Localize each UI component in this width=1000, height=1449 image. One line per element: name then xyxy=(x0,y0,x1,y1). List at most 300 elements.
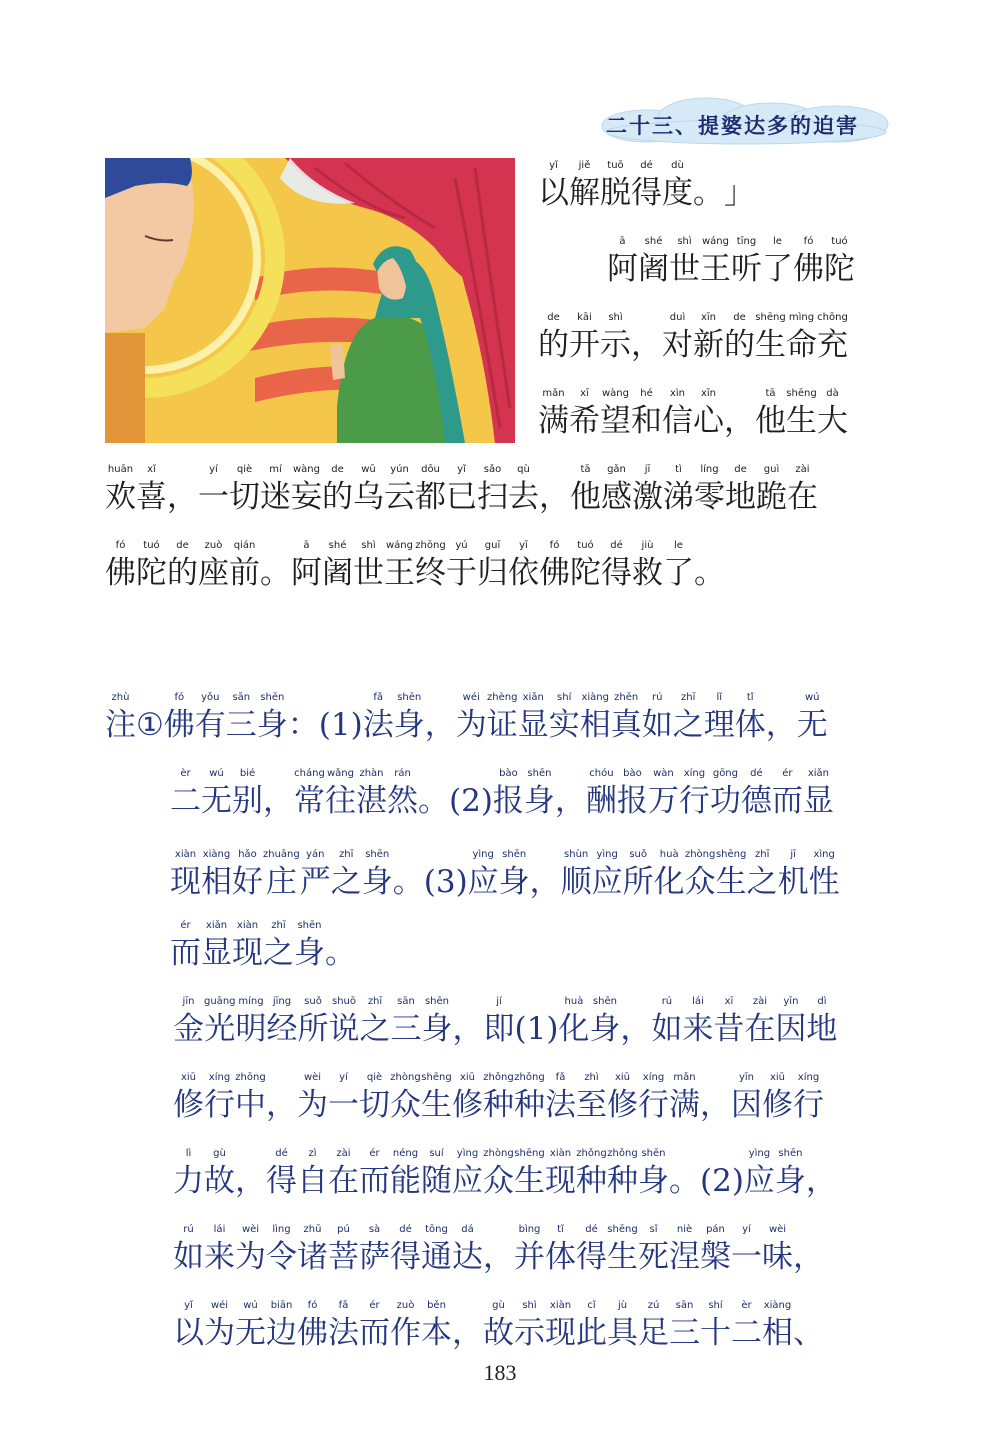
pinyin: shēn xyxy=(592,996,617,1007)
hanzi: 实 xyxy=(548,707,580,743)
pinyin: fǎ xyxy=(338,1300,349,1311)
hanzi: 王 xyxy=(700,251,731,287)
pinyin: xiàn xyxy=(549,1300,572,1311)
pinyin: yán xyxy=(306,849,325,860)
pinyin: shēng xyxy=(421,1072,452,1083)
ruby-char xyxy=(648,766,679,821)
ruby-char xyxy=(797,690,828,745)
ruby-char xyxy=(576,1222,607,1277)
pinyin: suǒ xyxy=(304,996,322,1007)
pinyin: gǎn xyxy=(607,464,626,475)
hanzi: 生 xyxy=(715,864,747,900)
ruby-char xyxy=(662,158,693,213)
body-line-3 xyxy=(538,310,848,365)
ruby-char xyxy=(755,310,786,365)
pinyin: shì xyxy=(361,540,376,551)
pinyin: zhī xyxy=(754,849,770,860)
hanzi: 救 xyxy=(632,555,663,591)
ruby-char xyxy=(700,1222,731,1277)
ruby-char xyxy=(524,766,555,821)
hanzi: 他 xyxy=(570,479,601,515)
ruby-char xyxy=(484,994,515,1049)
hanzi: 为 xyxy=(235,1239,266,1275)
hanzi: 陀 xyxy=(570,555,601,591)
hanzi: 光 xyxy=(204,1011,236,1047)
pinyin: yǐ xyxy=(184,1300,193,1311)
ruby-char xyxy=(669,1070,700,1125)
ruby-char xyxy=(713,994,744,1049)
ruby-char xyxy=(415,538,446,593)
ruby-char xyxy=(291,538,322,593)
hanzi: 王 xyxy=(384,555,415,591)
pinyin: yú xyxy=(455,540,468,551)
hanzi: 死 xyxy=(638,1239,669,1275)
pinyin: rú xyxy=(651,692,663,703)
hanzi: 妄 xyxy=(291,479,322,515)
hanzi: 来 xyxy=(204,1239,235,1275)
pinyin: zài xyxy=(752,996,767,1007)
hanzi: 乌 xyxy=(353,479,384,515)
pinyin: zài xyxy=(336,1148,351,1159)
hanzi: ， xyxy=(452,1315,483,1351)
ruby-char xyxy=(632,538,663,593)
ruby-char xyxy=(793,1070,824,1125)
ruby-char xyxy=(803,766,834,821)
hanzi: 种 xyxy=(514,1087,545,1123)
hanzi: 众 xyxy=(684,864,716,900)
pinyin: wàng xyxy=(293,464,320,475)
ruby-char xyxy=(105,690,136,745)
ruby-char xyxy=(390,1298,421,1353)
hanzi: 世 xyxy=(353,555,384,591)
pinyin: shí xyxy=(708,1300,723,1311)
hanzi: 迷 xyxy=(260,479,291,515)
ruby-char xyxy=(235,1222,266,1277)
ruby-char xyxy=(793,1222,824,1277)
hanzi: 生 xyxy=(755,327,786,363)
ruby-char xyxy=(755,386,786,441)
note-line-9 xyxy=(173,1298,824,1353)
pinyin: ā xyxy=(303,540,310,551)
hanzi: 零 xyxy=(694,479,725,515)
ruby-char xyxy=(452,1146,483,1201)
ruby-char xyxy=(325,918,356,973)
pinyin: wú xyxy=(243,1300,258,1311)
pinyin: suǒ xyxy=(629,849,647,860)
hanzi: 满 xyxy=(538,403,569,439)
hanzi: 十 xyxy=(700,1315,731,1351)
hanzi: 地 xyxy=(725,479,756,515)
pinyin: jí xyxy=(496,996,502,1007)
ruby-char xyxy=(353,462,384,517)
hanzi: ， xyxy=(235,1163,266,1199)
hanzi: 万 xyxy=(647,783,679,819)
hanzi: ， xyxy=(765,707,797,743)
hanzi: 达 xyxy=(452,1239,483,1275)
ruby-char xyxy=(607,1146,638,1201)
ruby-char xyxy=(483,1070,514,1125)
pinyin: dé xyxy=(275,1148,288,1159)
hanzi: 。 xyxy=(669,1163,700,1199)
pinyin: wū xyxy=(361,464,376,475)
hanzi: 新 xyxy=(693,327,724,363)
hanzi: ， xyxy=(631,327,662,363)
hanzi: 所 xyxy=(297,1011,329,1047)
pinyin: rú xyxy=(661,996,673,1007)
hanzi: 修 xyxy=(607,1087,638,1123)
hanzi: 而 xyxy=(771,783,803,819)
story-illustration xyxy=(105,158,515,443)
hanzi: 身 xyxy=(638,1163,669,1199)
pinyin: le xyxy=(674,540,683,551)
pinyin: xíng xyxy=(208,1072,231,1083)
hanzi: 如 xyxy=(641,707,673,743)
hanzi: 行 xyxy=(678,783,710,819)
ruby-char xyxy=(731,234,762,289)
pinyin: xíng xyxy=(797,1072,820,1083)
pinyin: zuò xyxy=(204,540,223,551)
hanzi: 三 xyxy=(669,1315,700,1351)
pinyin: shuō xyxy=(331,996,356,1007)
pinyin: yí xyxy=(209,464,218,475)
ruby-char xyxy=(204,1146,235,1201)
hanzi: 种 xyxy=(607,1163,638,1199)
hanzi: 切 xyxy=(229,479,260,515)
ruby-char xyxy=(786,386,817,441)
hanzi: ， xyxy=(529,864,561,900)
hanzi: 之 xyxy=(672,707,704,743)
pinyin: tuó xyxy=(143,540,160,551)
hanzi: 体 xyxy=(545,1239,576,1275)
hanzi: 的 xyxy=(724,327,755,363)
ruby-char xyxy=(538,158,569,213)
ruby-char xyxy=(673,690,704,745)
pinyin: shì xyxy=(608,312,623,323)
hanzi: 报 xyxy=(492,783,524,819)
pinyin: rán xyxy=(394,768,411,779)
hanzi: 然 xyxy=(387,783,418,819)
ruby-char xyxy=(741,766,772,821)
ruby-char xyxy=(297,1298,328,1353)
ruby-char xyxy=(356,766,387,821)
hanzi: 性 xyxy=(808,864,840,900)
ruby-char xyxy=(631,310,662,365)
ruby-char xyxy=(607,1298,638,1353)
hanzi: 故 xyxy=(483,1315,514,1351)
ruby-char xyxy=(452,1222,483,1277)
pinyin: niè xyxy=(676,1224,693,1235)
pinyin: xī xyxy=(724,996,734,1007)
hanzi: 萨 xyxy=(359,1239,390,1275)
hanzi: 跪 xyxy=(756,479,787,515)
ruby-char xyxy=(772,766,803,821)
ruby-char xyxy=(570,538,601,593)
ruby-char xyxy=(421,1146,452,1201)
ruby-char xyxy=(384,462,415,517)
pinyin: chōng xyxy=(817,312,848,323)
ruby-char xyxy=(549,690,580,745)
pinyin: xīn xyxy=(700,388,717,399)
pinyin: èr xyxy=(741,1300,752,1311)
pinyin: xiàn xyxy=(174,849,197,860)
ruby-char xyxy=(167,462,198,517)
ruby-char xyxy=(452,1298,483,1353)
hanzi: 此 xyxy=(576,1315,607,1351)
pinyin: yǒu xyxy=(201,692,220,703)
ruby-char xyxy=(260,538,291,593)
hanzi: 切 xyxy=(359,1087,390,1123)
hanzi: 得 xyxy=(576,1239,607,1275)
hanzi: ， xyxy=(167,479,198,515)
ruby-char xyxy=(201,847,232,902)
hanzi: 阿 xyxy=(607,251,638,287)
ruby-char xyxy=(747,847,778,902)
hanzi: 佛 xyxy=(163,707,195,743)
note-line-7 xyxy=(173,1146,837,1201)
pinyin: zhōng xyxy=(235,1072,266,1083)
hanzi: 味 xyxy=(762,1239,793,1275)
pinyin: fó xyxy=(803,236,814,247)
pinyin: shēn xyxy=(260,692,285,703)
ruby-char xyxy=(328,1146,359,1201)
hanzi: 即 xyxy=(483,1011,515,1047)
ruby-char xyxy=(229,462,260,517)
pinyin: xiū xyxy=(614,1072,631,1083)
hanzi: 行 xyxy=(793,1087,824,1123)
hanzi: ， xyxy=(805,1163,837,1199)
pinyin: zhòng xyxy=(684,849,716,860)
hanzi: 体 xyxy=(734,707,766,743)
ruby-char xyxy=(724,386,755,441)
pinyin: èr xyxy=(180,768,191,779)
ruby-char xyxy=(288,690,319,745)
ruby-char xyxy=(724,158,755,213)
ruby-char xyxy=(809,847,840,902)
ruby-char xyxy=(198,538,229,593)
pinyin: shēn xyxy=(502,849,527,860)
pinyin: xiǎn xyxy=(522,692,544,703)
ruby-char xyxy=(195,690,226,745)
hanzi: 满 xyxy=(669,1087,700,1123)
pinyin: xíng xyxy=(683,768,706,779)
hanzi: 而 xyxy=(170,935,201,971)
hanzi: 在 xyxy=(744,1011,776,1047)
pinyin: dé xyxy=(585,1224,598,1235)
pinyin: mǎn xyxy=(673,1072,696,1083)
hanzi: 无 xyxy=(796,707,828,743)
pinyin: guì xyxy=(763,464,780,475)
pinyin: ā xyxy=(619,236,626,247)
hanzi: 听 xyxy=(731,251,762,287)
ruby-char xyxy=(538,386,569,441)
hanzi: 如 xyxy=(173,1239,204,1275)
hanzi: 。 xyxy=(418,783,449,819)
hanzi: 并 xyxy=(514,1239,545,1275)
hanzi: 经 xyxy=(266,1011,298,1047)
ruby-char xyxy=(642,690,673,745)
hanzi: 一 xyxy=(328,1087,359,1123)
ruby-char xyxy=(483,1222,514,1277)
pinyin: yún xyxy=(390,464,409,475)
ruby-char xyxy=(589,994,620,1049)
pinyin: dé xyxy=(750,768,763,779)
ruby-char xyxy=(300,847,331,902)
ruby-char xyxy=(298,994,329,1049)
pinyin: zuò xyxy=(396,1300,415,1311)
ruby-char xyxy=(731,1222,762,1277)
ruby-char xyxy=(201,918,232,973)
hanzi: 生 xyxy=(514,1163,545,1199)
ruby-char xyxy=(700,1146,744,1201)
pinyin: yīn xyxy=(738,1072,755,1083)
ruby-char xyxy=(235,1298,266,1353)
pinyin: tā xyxy=(580,464,591,475)
hanzi: 而 xyxy=(359,1315,390,1351)
hanzi: 报 xyxy=(616,783,648,819)
hanzi: 好 xyxy=(232,864,263,900)
pinyin: yǐ xyxy=(549,160,558,171)
hanzi: 严 xyxy=(299,864,331,900)
pinyin: dé xyxy=(610,540,623,551)
ruby-char xyxy=(586,766,617,821)
pinyin: de xyxy=(547,312,560,323)
hanzi: 三 xyxy=(390,1011,422,1047)
ruby-char xyxy=(456,690,487,745)
pinyin: gù xyxy=(492,1300,505,1311)
hanzi: 。 xyxy=(693,175,724,211)
ruby-char xyxy=(266,1298,297,1353)
ruby-char xyxy=(607,234,638,289)
hanzi: 无 xyxy=(235,1315,266,1351)
body-line-4 xyxy=(538,386,848,441)
pinyin: de xyxy=(733,312,746,323)
pinyin: kāi xyxy=(577,312,592,323)
hanzi: 注 xyxy=(105,707,136,743)
ruby-char xyxy=(600,310,631,365)
ruby-char xyxy=(508,538,539,593)
hanzi: 了 xyxy=(762,251,793,287)
hanzi: 佛 xyxy=(105,555,136,591)
hanzi: 昔 xyxy=(713,1011,745,1047)
pinyin: cǐ xyxy=(587,1300,596,1311)
hanzi: 佛 xyxy=(297,1315,328,1351)
hanzi: 理 xyxy=(703,707,735,743)
ruby-char xyxy=(631,158,662,213)
ruby-char xyxy=(662,386,693,441)
ruby-char xyxy=(204,994,236,1049)
ruby-char xyxy=(669,1222,700,1277)
hanzi: 身 xyxy=(774,1163,806,1199)
hanzi: 力 xyxy=(173,1163,204,1199)
pinyin: tuó xyxy=(831,236,848,247)
ruby-char xyxy=(786,310,817,365)
ruby-char xyxy=(545,1222,576,1277)
hanzi: ： xyxy=(287,707,319,743)
ruby-char xyxy=(693,158,724,213)
ruby-char xyxy=(515,994,559,1049)
ruby-char xyxy=(257,690,288,745)
pinyin: xíng xyxy=(642,1072,665,1083)
pinyin: de xyxy=(176,540,189,551)
hanzi: 二 xyxy=(170,783,201,819)
pinyin: de xyxy=(331,464,344,475)
hanzi: 法 xyxy=(362,707,394,743)
hanzi: 示 xyxy=(514,1315,545,1351)
ruby-char xyxy=(518,690,549,745)
hanzi: 功 xyxy=(709,783,741,819)
hanzi: 望 xyxy=(600,403,631,439)
ruby-char xyxy=(662,310,693,365)
ruby-char xyxy=(576,1298,607,1353)
ruby-char xyxy=(735,690,766,745)
pinyin: zì xyxy=(308,1148,317,1159)
pinyin: pú xyxy=(337,1224,350,1235)
hanzi: 酬 xyxy=(585,783,617,819)
pinyin: shé xyxy=(644,236,663,247)
pinyin: wéi xyxy=(210,1300,229,1311)
pinyin: zhù xyxy=(111,692,130,703)
pinyin: ér xyxy=(782,768,793,779)
hanzi: ， xyxy=(452,1011,484,1047)
pinyin: zhǒng xyxy=(607,1148,638,1159)
pinyin: le xyxy=(773,236,782,247)
hanzi: 扫 xyxy=(477,479,508,515)
hanzi: 故 xyxy=(204,1163,235,1199)
ruby-char xyxy=(391,994,422,1049)
pinyin: shēng xyxy=(786,388,817,399)
ruby-char xyxy=(359,1298,390,1353)
ruby-char xyxy=(555,766,586,821)
ruby-char xyxy=(539,462,570,517)
ruby-char xyxy=(331,847,362,902)
pinyin: xiàng xyxy=(202,849,231,860)
ruby-char xyxy=(766,690,797,745)
hanzi: 往 xyxy=(325,783,356,819)
pinyin: sà xyxy=(368,1224,381,1235)
hanzi: 」 xyxy=(724,175,755,211)
pinyin: zhī xyxy=(339,849,354,860)
hanzi: 开 xyxy=(569,327,600,363)
hanzi: 解 xyxy=(569,175,600,211)
pinyin: yí xyxy=(742,1224,751,1235)
hanzi: 喜 xyxy=(136,479,167,515)
pinyin: xī xyxy=(580,388,589,399)
ruby-char xyxy=(704,690,735,745)
ruby-char xyxy=(731,1298,762,1353)
ruby-char xyxy=(669,1298,700,1353)
ruby-char xyxy=(694,538,725,593)
ruby-char xyxy=(762,1222,793,1277)
hanzi: 身 xyxy=(256,707,288,743)
pinyin: huà xyxy=(564,996,584,1007)
ruby-char xyxy=(793,234,824,289)
pinyin: wú xyxy=(209,768,224,779)
hanzi: 现 xyxy=(232,935,263,971)
ruby-char xyxy=(514,1146,545,1201)
hanzi: 中 xyxy=(235,1087,266,1123)
pinyin: suí xyxy=(429,1148,444,1159)
hanzi: 对 xyxy=(662,327,693,363)
ruby-char xyxy=(824,234,855,289)
ruby-char xyxy=(204,1222,235,1277)
ruby-char xyxy=(638,1298,669,1353)
ruby-char xyxy=(631,386,662,441)
note-line-2 xyxy=(170,766,834,821)
pinyin: yí xyxy=(339,1072,348,1083)
pinyin: dōu xyxy=(421,464,440,475)
hanzi: 。 xyxy=(392,864,424,900)
ruby-char xyxy=(363,690,394,745)
